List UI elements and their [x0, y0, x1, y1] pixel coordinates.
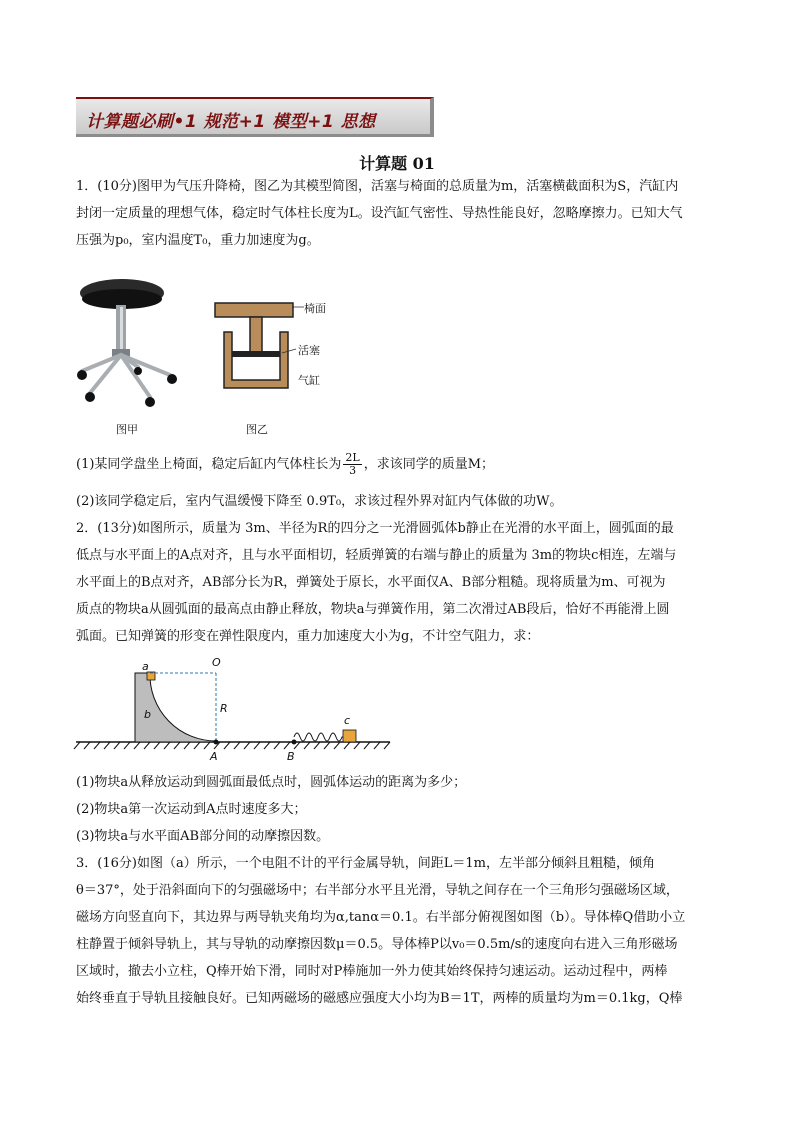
q3-line-2: θ＝37°，处于沿斜面向下的匀强磁场中；右半部分水平且光滑，导轨之间存在一个三角形匀强磁场区域，: [76, 883, 679, 898]
label-cylinder: 气缸: [298, 374, 320, 387]
label-B: B: [287, 750, 295, 763]
figure-right-caption: 图乙: [246, 423, 268, 436]
q1-line-1: 1．(10分)图甲为气压升降椅，图乙为其模型简图，活塞与椅面的总质量为m，活塞横截面积为S，汽缸内: [76, 179, 679, 194]
block-c: [343, 730, 356, 742]
q3-line-5: 区域时，撤去小立柱，Q棒开始下滑，同时对P棒施加一外力使其始终保持匀速运动。运动过程中，两棒: [76, 964, 668, 979]
spring: [294, 733, 344, 741]
point-B: [292, 740, 297, 745]
label-c: c: [344, 714, 351, 727]
point-A: [214, 740, 219, 745]
banner-text: 计算题必刷•1 规范+1 模型+1 思想: [86, 112, 376, 132]
label-O: O: [212, 656, 221, 669]
label-a: a: [142, 660, 149, 673]
q1-line-3: 压强为p₀，室内温度T₀，重力加速度为g。: [76, 233, 320, 248]
label-piston: 活塞: [298, 344, 320, 357]
q2-line-4: 质点的物块a从圆弧面的最高点由静止释放，物块a与弹簧作用，第二次滑过AB段后，恰好不再能滑上圆: [76, 602, 670, 617]
label-A: A: [210, 750, 218, 763]
q3-line-3: 磁场方向竖直向下，其边界与两导轨夹角均为α,tanα＝0.1。右半部分俯视图如图（b）。导体棒Q借助小立: [76, 910, 686, 925]
q2-line-5: 弧面。已知弹簧的形变在弹性限度内，重力加速度大小为g，不计空气阻力，求：: [76, 629, 540, 644]
label-R: R: [220, 702, 228, 715]
q3-line-1: 3．(16分)如图（a）所示，一个电阻不计的平行金属导轨，间距L＝1m，左半部分倾斜且粗糙，倾角: [76, 856, 655, 871]
q3-line-4: 柱静置于倾斜导轨上，其与导轨的动摩擦因数μ＝0.5。导体棒P以v₀＝0.5m/s的速度向右进入三角形磁场: [76, 937, 678, 952]
figure-left-caption: 图甲: [116, 423, 138, 436]
q1-sub-2: (2)该同学稳定后，室内气温缓慢下降至 0.9T₀，求该过程外界对缸内气体做的功W。: [76, 494, 563, 509]
q2-sub-2: (2)物块a第一次运动到A点时速度多大；: [76, 802, 307, 817]
document-title: 计算题 01: [359, 154, 435, 173]
q2-line-2: 低点与水平面上的A点对齐，且与水平面相切，轻质弹簧的右端与静止的质量为 3m的物块c相连，左端与: [76, 548, 677, 563]
q2-sub-1: (1)物块a从释放运动到圆弧面最低点时，圆弧体运动的距离为多少；: [76, 775, 467, 790]
q1-sub-1: (1)某同学盘坐上椅面，稳定后缸内气体柱长为 $\frac{2L}{3}$ ，求该同学的质量M；: [76, 451, 495, 477]
fraction-2L-over-3: $\frac{2L}{3}$: [345, 451, 360, 477]
label-seat: 椅面: [304, 302, 326, 315]
q2-line-3: 水平面上的B点对齐，AB部分长为R，弹簧处于原长，水平面仅A、B部分粗糙。现将质量为m、可视为: [76, 575, 666, 590]
label-b: b: [144, 708, 151, 721]
q1-line-2: 封闭一定质量的理想气体，稳定时气体柱长度为L。设汽缸气密性、导热性能良好，忽略摩擦力。已知大气: [76, 206, 683, 221]
q2-sub-3: (3)物块a与水平面AB部分间的动摩擦因数。: [76, 829, 330, 844]
q2-line-1: 2．(13分)如图所示，质量为 3m、半径为R的四分之一光滑圆弧体b静止在光滑的水平面上，圆弧面的最: [76, 521, 674, 536]
ground-hatching: [74, 742, 390, 749]
q3-line-6: 始终垂直于导轨且接触良好。已知两磁场的磁感应强度大小均为B＝1T，两棒的质量均为m＝0.1kg，Q棒: [76, 991, 683, 1006]
